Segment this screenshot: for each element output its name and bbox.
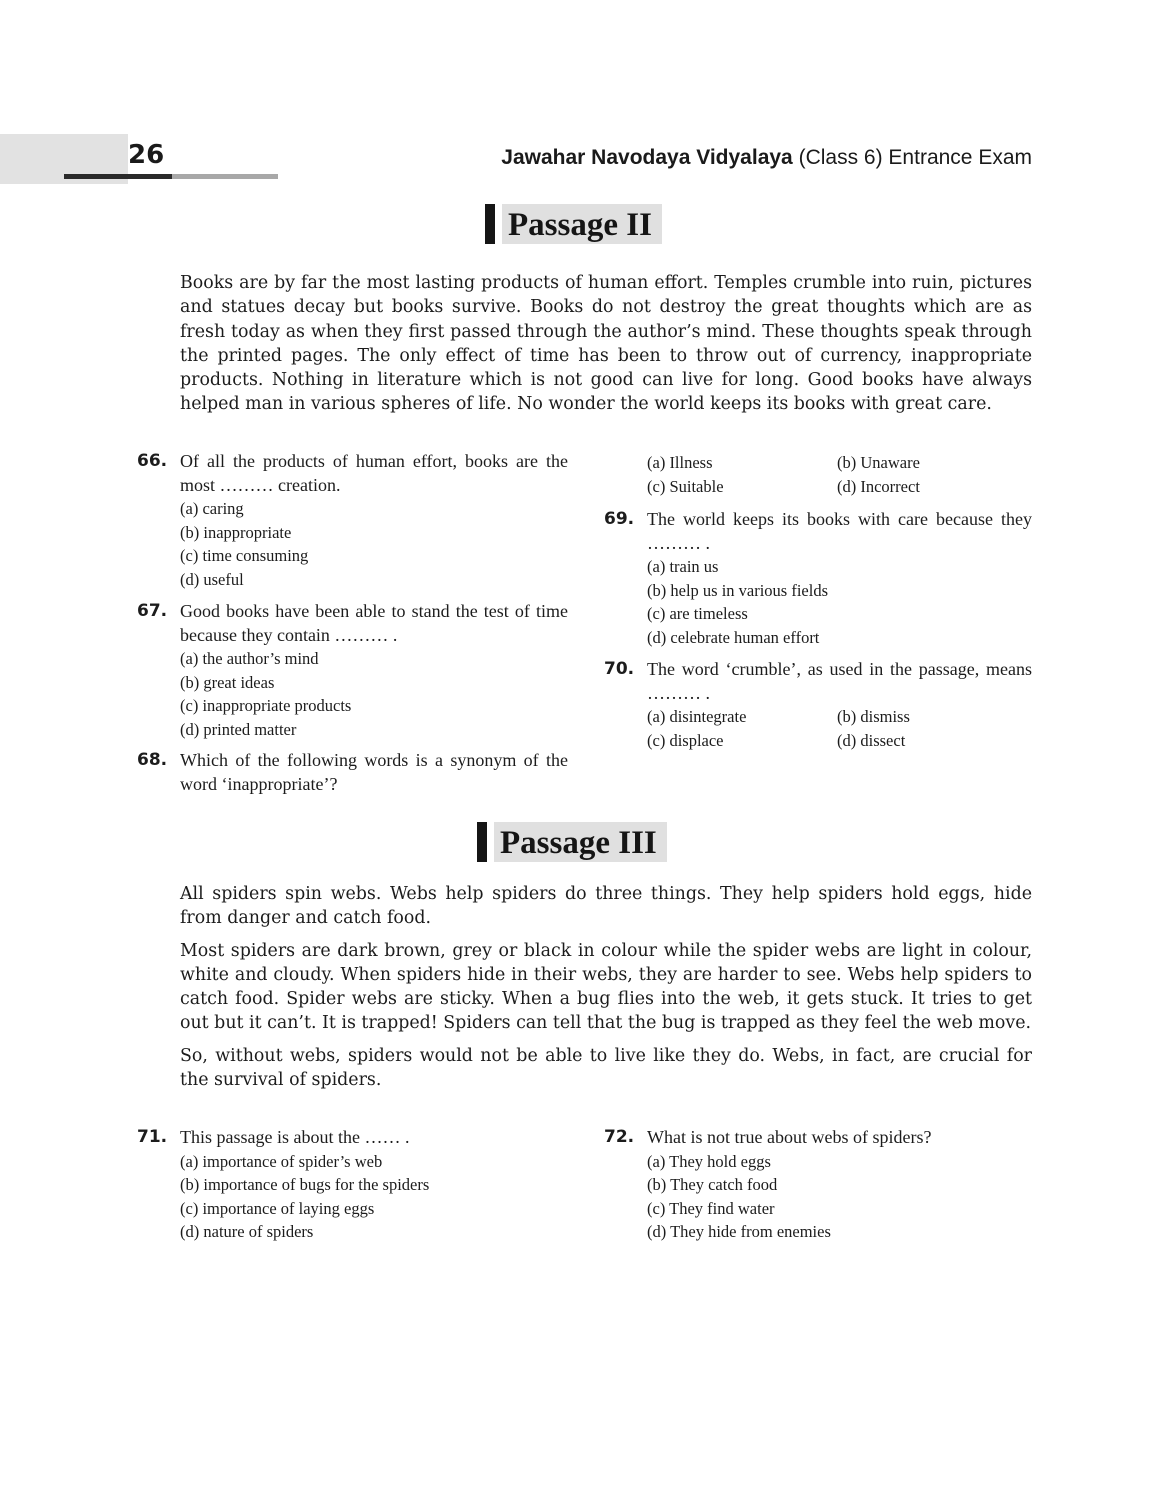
question-text: The world keeps its books with care because they ……… . [647,509,1032,553]
question-text: Which of the following words is a synonym of the word ‘inappropriate’? [180,750,568,794]
header-rule-dark [64,174,172,179]
passage-2-text [180,271,1032,425]
page-header [0,134,1163,184]
running-title-bold: Jawahar Navodaya Vidyalaya [501,146,793,169]
question-number: 69. [604,509,635,529]
option-b: (b) great ideas [180,672,275,692]
question-number: 68. [137,750,168,770]
question-67 [137,600,568,741]
option-a: (a) They hold eggs [647,1151,771,1171]
option-a: (a) train us [647,557,719,576]
heading-marker [477,822,487,862]
options [180,1150,580,1244]
option-c: (c) displace [647,730,724,750]
question-66 [137,450,568,591]
passage-2-paragraph: Books are by far the most lasting products of human effort. Temples crumble into ruin, pictures and statues decay but books survive. Books do not destroy the great thoughts which are as fresh today as when they first passed through the author’s mind. These thoughts speak through the printed pages. The only effect of time has been to throw out of currency, inappropriate products. Nothing in literature which is not good can live for long. Good books have always helped man in various spheres of life. No wonder the world keeps its books with great care. [180,273,1032,415]
passage-2-heading [485,204,662,244]
option-b: (b) They catch food [647,1175,778,1194]
option-a: (a) disintegrate [647,707,747,726]
option-d: (d) Incorrect [837,476,920,496]
options [647,1150,1032,1244]
question-70 [604,658,1032,752]
question-69 [604,508,1032,649]
option-b: (b) dismiss [837,707,910,726]
question-text: The word ‘crumble’, as used in the passage, means ……… . [647,659,1032,703]
option-c: (c) are timeless [647,604,748,623]
question-number: 67. [137,601,168,621]
option-d: (d) useful [180,569,244,589]
option-a: (a) the author’s mind [180,649,319,668]
question-text: What is not true about webs of spiders? [647,1127,932,1147]
passage-3-heading-text: Passage III [494,822,667,862]
passage-3-paragraph-1: All spiders spin webs. Webs help spiders do three things. They help spiders hold eggs, hide from danger and catch food. [180,884,1032,929]
option-d: (d) printed matter [180,719,297,739]
passage-2-heading-text: Passage II [502,204,662,244]
option-d: (d) nature of spiders [180,1222,314,1241]
question-text: This passage is about the …… . [180,1127,410,1147]
option-d: (d) dissect [837,730,906,750]
options [647,705,1032,752]
question-number: 70. [604,659,635,679]
options [647,451,1037,498]
running-title-rest: (Class 6) Entrance Exam [792,146,1032,169]
option-c: (c) Suitable [647,476,724,496]
options [180,497,568,591]
question-68 [137,749,568,796]
passage-3-heading [477,822,667,862]
option-c: (c) inappropriate products [180,696,352,715]
option-d: (d) They hide from enemies [647,1222,831,1241]
passage-3-paragraph-3: So, without webs, spiders would not be able to live like they do. Webs, in fact, are crucial for the survival of spiders. [180,1045,1032,1091]
question-71 [137,1126,580,1244]
header-rule-light [172,174,278,179]
option-a: (a) importance of spider’s web [180,1151,383,1171]
option-b: (b) importance of bugs for the spiders [180,1175,430,1194]
question-number: 72. [604,1127,635,1147]
running-title [501,146,1032,170]
heading-marker [485,204,495,244]
question-number: 71. [137,1127,168,1147]
option-b: (b) help us in various fields [647,580,829,600]
option-b: (b) Unaware [837,453,920,472]
options [647,555,1032,649]
option-c: (c) They find water [647,1198,775,1218]
question-text: Of all the products of human effort, books are the most ……… creation. [180,451,568,495]
page-number: 26 [128,140,165,170]
option-a: (a) Illness [647,453,713,472]
option-c: (c) importance of laying eggs [180,1198,375,1218]
option-a: (a) caring [180,499,244,518]
question-number: 66. [137,451,168,471]
option-d: (d) celebrate human effort [647,627,820,647]
question-text: Good books have been able to stand the test of time because they contain ……… . [180,601,568,645]
option-c: (c) time consuming [180,546,309,565]
options [180,647,568,741]
passage-3-text [180,882,1032,1100]
question-68-options [647,451,1037,498]
passage-3-paragraph-2: Most spiders are dark brown, grey or black in colour while the spider webs are light in colour, white and cloudy. When spiders hide in their webs, they are harder to see. Webs help spiders to catch food. Spider webs are sticky. When a bug flies into the web, it gets stuck. It tries to get out but it can’t. It is trapped! Spiders can tell that the bug is trapped as they feel the web move. [180,940,1032,1034]
question-72 [604,1126,1032,1244]
option-b: (b) inappropriate [180,522,292,542]
